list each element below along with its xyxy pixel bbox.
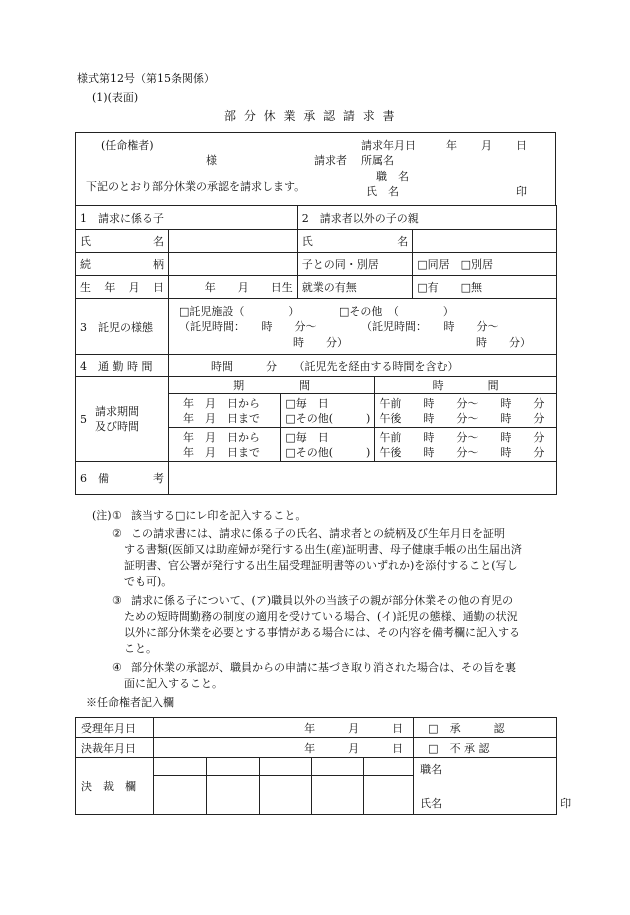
note-3-line-3: 以外に部分休業を必要とする事情がある場合には、その内容を備考欄に記入する [124,626,520,639]
decision-cell-4-top[interactable] [312,758,364,776]
note-3-number: ③ [112,594,122,607]
decided-date-label: 決裁年月日 [76,738,154,758]
record-section-title: ※任命権者記入欄 [86,696,174,709]
page-title: 部 分 休 業 承 認 請 求 書 [224,109,397,123]
period-header: 期 間 [169,377,375,394]
child-name-label: 氏 名 [76,230,169,253]
note-1-number: ① [112,509,122,522]
relation-label: 続 柄 [76,253,169,276]
requester-label: 請求者 [314,154,347,167]
daily-checkbox-1[interactable]: □毎 日 [285,396,329,410]
form-number: 様式第12号（第15条関係） [77,72,215,85]
pm-time-2: 午後 時 分～ 時 分 [379,445,545,459]
request-form-table [75,205,557,495]
appointer-label: (任命権者) [101,139,154,152]
employment-label: 就業の有無 [297,276,412,299]
note-4-line-1: 部分休業の承認が、職員からの申請に基づき取り消された場合は、その旨を裏 [131,661,516,674]
section-child: 1 請求に係る子 [76,206,298,230]
period-time-2[interactable] [375,428,557,462]
period-days-1[interactable] [281,394,375,428]
commute-label: 4 通 勤 時 間 [76,355,169,377]
note-2-line-2: する書類(医師又は助産婦が発行する出生(産)証明書、母子健康手帳の出生届出済 [124,543,522,556]
decision-cell-1-top[interactable] [153,758,206,776]
approver-seal: 印 [560,797,572,810]
note-3-line-4: こと。 [124,642,157,655]
am-time-1: 午前 時 分～ 時 分 [379,396,545,410]
record-table [75,717,572,815]
note-4-line-2: 面に記入すること。 [124,677,223,690]
decision-cell-2[interactable] [206,776,259,815]
request-date-label: 請求年月日 [361,139,416,152]
decision-cell-5[interactable] [364,776,414,815]
decision-cell-2-top[interactable] [206,758,259,776]
period-label-number: 5 [80,412,87,426]
care-time-1: （託児時間： 時 分～ [179,319,317,333]
department-label: 所属名 [361,154,394,167]
birth-label: 生 年 月 日 [76,276,169,299]
approver-name-label: 氏名 [420,797,443,810]
other-days-checkbox-2[interactable]: □その他( ) [285,445,371,459]
other-days-checkbox-1[interactable]: □その他( ) [285,411,371,425]
commute-value[interactable]: 時間 分 （託児先を経由する時間を含む） [169,355,557,377]
decision-cell-4[interactable] [312,776,364,815]
period-range-2[interactable] [169,428,281,462]
employment-checkboxes[interactable]: □有 □無 [413,276,557,299]
care-other[interactable]: □その他 （ ） [339,304,454,318]
name-label: 氏 名 [366,185,399,198]
period-from-2: 年 月 日から [183,430,260,444]
year-label: 年 [446,139,457,152]
parent-name-field[interactable] [413,230,557,253]
care-time-2: （託児時間： 時 分～ [361,319,499,333]
request-statement: 下記のとおり部分休業の承認を請求します。 [86,180,306,193]
parent-name-label: 氏 名 [297,230,412,253]
note-3-line-1: 請求に係る子について、(ア)職員以外の当該子の親が部分休業その他の育児の [131,594,514,607]
period-label [76,377,169,462]
period-time-1[interactable] [375,394,557,428]
birth-field[interactable]: 年 月 日生 [169,276,298,299]
sama-label: 様 [206,154,217,167]
care-details[interactable] [169,299,557,355]
am-time-2: 午前 時 分～ 時 分 [379,430,545,444]
care-time-2-end: 時 分） [476,335,531,349]
care-label: 3 託児の様態 [76,299,169,355]
period-label-line-2: 及び時間 [95,420,139,433]
decision-cell-3[interactable] [259,776,312,815]
post-label: 職 名 [376,170,409,183]
child-name-field[interactable] [169,230,298,253]
approver-post-label: 職名 [420,763,443,776]
period-label-line-1: 請求期間 [95,405,139,418]
decision-label: 決 裁 欄 [76,758,154,815]
care-facility[interactable]: □託児施設（ ） [179,304,300,318]
decision-cell-3-top[interactable] [259,758,312,776]
period-range-1[interactable] [169,394,281,428]
day-label: 日 [516,139,527,152]
decision-cell-1[interactable] [153,776,206,815]
decision-cell-5-top[interactable] [364,758,414,776]
period-days-2[interactable] [281,428,375,462]
reject-checkbox[interactable]: □ 不 承 認 [414,738,557,758]
care-time-1-end: 時 分） [293,335,348,349]
note-2-line-4: でも可)。 [124,575,173,588]
relation-field[interactable] [169,253,298,276]
request-box [75,132,556,206]
period-to-1: 年 月 日まで [183,411,260,425]
period-to-2: 年 月 日まで [183,445,260,459]
decided-date-field[interactable]: 年 月 日 [153,738,413,758]
seal-label: 印 [516,185,527,198]
note-2-line-1: この請求書には、請求に係る子の氏名、請求者との続柄及び生年月日を証明 [131,527,505,540]
approve-checkbox[interactable]: □ 承 認 [414,718,557,738]
notes-lead: (注) [92,509,112,522]
note-3-line-2: ための短時間勤務の制度の適用を受けている場合、(イ)託児の態様、通勤の状況 [124,610,518,623]
note-2-number: ② [112,527,122,540]
cohabit-label: 子との同・別居 [297,253,412,276]
remarks-field[interactable] [169,462,557,495]
received-date-field[interactable]: 年 月 日 [153,718,413,738]
note-4-number: ④ [112,661,122,674]
cohabit-checkboxes[interactable]: □同居 □別居 [413,253,557,276]
month-label: 月 [481,139,492,152]
pm-time-1: 午後 時 分～ 時 分 [379,411,545,425]
daily-checkbox-2[interactable]: □毎 日 [285,430,329,444]
note-2-line-3: 証明書、官公署が発行する出生届受理証明書等のいずれか)を添付すること(写し [124,559,518,572]
remarks-label: 6 備 考 [76,462,169,495]
received-date-label: 受理年月日 [76,718,154,738]
form-side: (1)(表面) [92,91,139,104]
approver-box[interactable] [414,758,572,815]
note-1: 該当する□にレ印を記入すること。 [131,509,307,522]
period-from-1: 年 月 日から [183,396,260,410]
section-other-parent: 2 請求者以外の子の親 [297,206,556,230]
time-header: 時 間 [375,377,557,394]
